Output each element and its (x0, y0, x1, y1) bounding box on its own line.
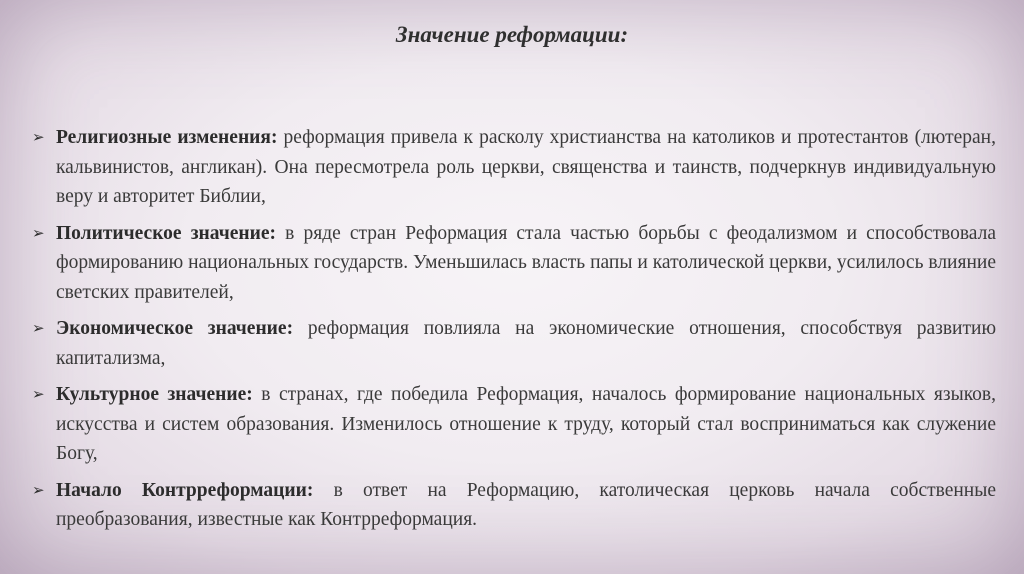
bullet-term: Культурное значение: (56, 384, 253, 405)
bullet-item-counter-reformation (30, 476, 996, 535)
bullet-term: Религиозные изменения: (56, 127, 278, 148)
arrow-bullet-icon: ➢ (32, 480, 45, 499)
bullet-item-religious (30, 123, 996, 212)
bullet-item-political (30, 219, 996, 308)
bullet-term: Экономическое значение: (56, 318, 294, 339)
arrow-bullet-icon: ➢ (32, 385, 45, 403)
arrow-bullet-icon: ➢ (32, 128, 45, 146)
bullet-text: реформация повлияла на экономические отношения, способствуя развитию капитализма, (56, 318, 997, 369)
bullet-term: Политическое значение: (56, 222, 277, 244)
arrow-bullet-icon: ➢ (32, 223, 45, 242)
bullet-list (30, 123, 996, 542)
bullet-term: Начало Контрреформации: (56, 479, 314, 501)
bullet-text: реформация привела к расколу христианства на католиков и протестантов (лютеран, кальвинистов, англикан). Она пересмотрела роль церкви, священства и таинств, подчеркнув индивидуальную веру и авторитет Библии, (56, 127, 996, 207)
bullet-item-economic (30, 314, 996, 373)
bullet-text: в странах, где победила Реформация, началось формирование национальных языков, искусства и систем образования. Изменилось отношение к труду, который стал восприниматься как служение Богу, (56, 384, 997, 464)
slide-title: Значение реформации: (395, 22, 629, 47)
arrow-bullet-icon: ➢ (32, 319, 45, 337)
bullet-text: в ответ на Реформацию, католическая церковь начала собственные преобразования, известные как Контрреформация. (56, 479, 996, 530)
bullet-text: в ряде стран Реформация стала частью борьбы с феодализмом и способствовала формированию национальных государств. Уменьшилась власть папы и католической церкви, усилилось влияние светских правителей, (56, 222, 996, 303)
bullet-item-cultural (30, 380, 996, 469)
